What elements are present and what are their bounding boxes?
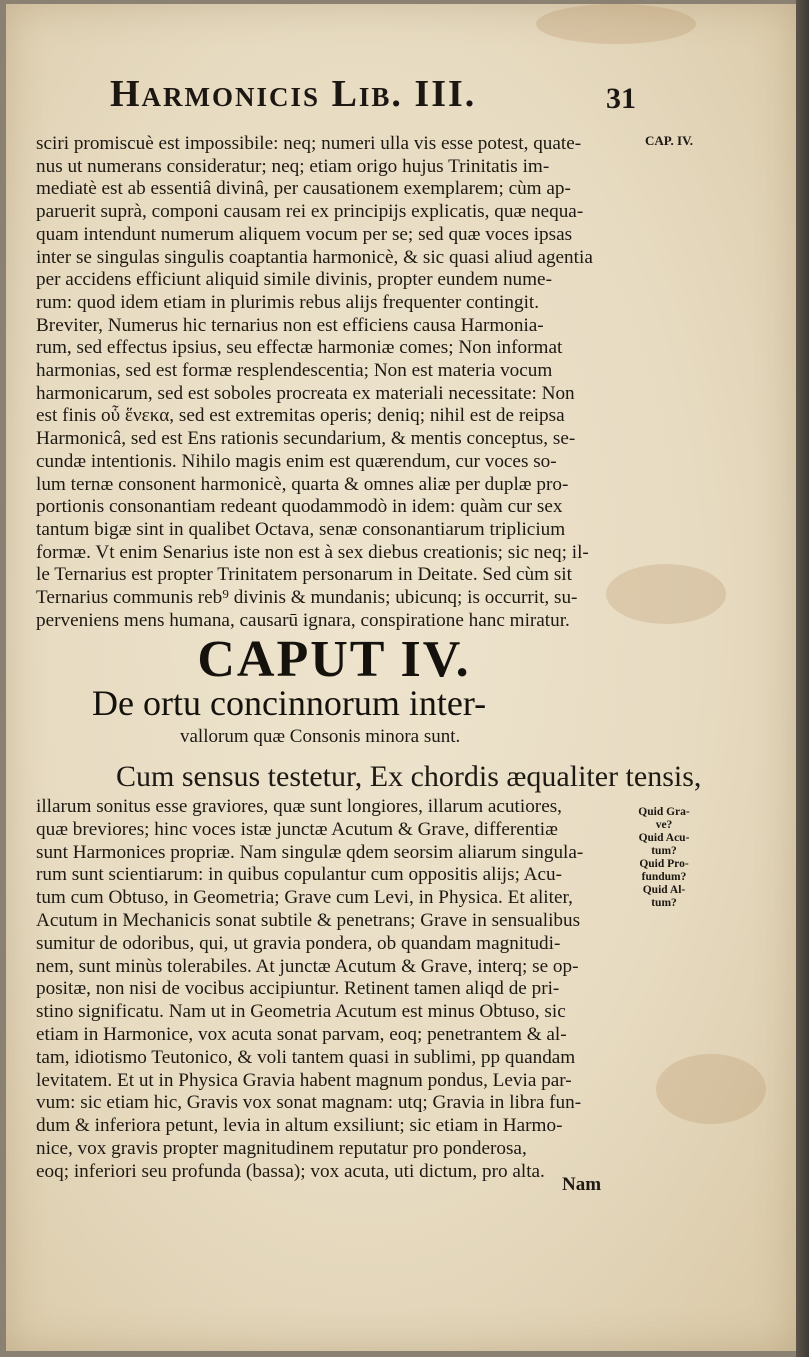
page-number: 31: [606, 82, 636, 115]
text-line: Cum sensus testetur, Ex chordis æqualiter tensis,: [116, 760, 702, 793]
text-line: Harmonicâ, sed est Ens rationis secundarium, & mentis conceptus, se-: [36, 428, 576, 450]
text-line: sunt Harmonices propriæ. Nam singulæ qdem seorsim aliarum singula-: [36, 841, 584, 863]
text-line: paruerit suprà, componi causam rei ex principijs explicatis, quæ nequa-: [36, 201, 584, 223]
text-line: rum: quod idem etiam in plurimis rebus alijs frequenter contingit.: [36, 291, 540, 313]
text-line: stino significatu. Nam ut in Geometria Acutum est minus Obtuso, sic: [36, 1001, 566, 1023]
text-line: formæ. Vt enim Senarius iste non est à sex diebus creationis; sic neq; il-: [36, 541, 589, 563]
text-line: quam intendunt numerum aliquem vocum per se; sed quæ voces ipsas: [36, 223, 573, 245]
text-line: nus ut numerans consideratur; neq; etiam origo hujus Trinitatis im-: [36, 155, 550, 177]
text-line: le Ternarius est propter Trinitatem personarum in Deitate. Sed cùm sit: [36, 564, 572, 586]
page-header: [110, 66, 710, 126]
text-line: est finis οὗ ἕνεκα, sed est extremitas operis; deniq; nihil est de reipsa: [36, 405, 565, 427]
catchword: Nam: [562, 1174, 602, 1195]
page-edge: [796, 0, 809, 1357]
text-line: dum & inferiora petunt, levia in altum exsiliunt; sic etiam in Harmo-: [36, 1115, 563, 1137]
text-line: inter se singulas singulis coaptantia harmonicè, & sic quasi aliud agentia: [36, 246, 593, 268]
text-line: rum, sed effectus ipsius, seu effectæ harmoniæ comes; Non informat: [36, 337, 563, 359]
paper-stain: [536, 4, 696, 44]
text-line: tum cum Obtuso, in Geometria; Grave cum Levi, in Physica. Et aliter,: [36, 887, 573, 909]
text-line: Ternarius communis reb⁹ divinis & mundanis; ubicunq; is occurrit, su-: [36, 587, 578, 609]
text-line: illarum sonitus esse graviores, quæ sunt longiores, illarum acutiores,: [36, 796, 562, 817]
text-line: sciri promiscuè est impossibile: neq; numeri ulla vis esse potest, quate-: [36, 133, 582, 154]
marginal-note: Quid Al-: [642, 884, 686, 896]
text-line: nem, sunt minùs tolerabiles. At junctæ Acutum & Grave, interq; se op-: [36, 955, 579, 977]
marginal-note: ve?: [655, 819, 673, 831]
running-title: Harmonicis Lib. III.: [110, 73, 477, 115]
marginal-note: Quid Pro-: [639, 858, 689, 870]
text-line: lum ternæ consonent harmonicè, quarta & omnes aliæ per duplæ pro-: [36, 473, 569, 495]
text-line: vum: sic etiam hic, Gravis vox sonat magnam: utq; Gravia in libra fun-: [36, 1092, 582, 1114]
text-line: Acutum in Mechanicis sonat subtile & penetrans; Grave in sensualibus: [36, 909, 581, 931]
text-line: harmonicarum, sed est soboles procreata ex materiali necessitate: Non: [36, 382, 575, 404]
marginal-note: Quid Acu-: [638, 832, 690, 844]
text-line: sumitur de odoribus, qui, ut gravia pondera, ob quandam magnitudi-: [36, 932, 561, 954]
text-line: harmonias, sed est formæ resplendescentia; Non est materia vocum: [36, 360, 553, 382]
text-line: per accidens efficiunt aliquid simile divinis, propter eundem nume-: [36, 269, 552, 291]
text-line: rum sunt scientiarum: in quibus copulantur cum oppositis alijs; Acu-: [36, 864, 562, 886]
chapter-subtitle-line1: De ortu concinnorum inter-: [92, 683, 487, 723]
text-line: eoq; inferiori seu profunda (bassa); vox acuta, uti dictum, pro alta.: [36, 1160, 545, 1182]
chapter-subtitle-line2: vallorum quæ Consonis minora sunt.: [180, 726, 461, 747]
text-line: tam, idiotismo Teutonico, & voli tantem quasi in sublimi, pp quandam: [36, 1046, 576, 1068]
chapter-mark: CAP. IV.: [645, 133, 694, 148]
text-line: positæ, non nisi de vocibus accipiuntur. Retinent tamen aliqd de pri-: [36, 978, 560, 1000]
text-line: Breviter, Numerus hic ternarius non est efficiens causa Harmonia-: [36, 314, 544, 336]
text-line: portionis consonantiam redeant quodammodò in idem: quàm cur sex: [36, 496, 563, 518]
marginal-note: tum?: [651, 897, 677, 909]
paper-stain: [656, 1054, 766, 1124]
text-line: etiam in Harmonice, vox acuta sonat parvam, eoq; penetrantem & al-: [36, 1023, 567, 1045]
text-line: levitatem. Et ut in Physica Gravia habent magnum pondus, Levia par-: [36, 1069, 572, 1091]
text-line: mediatè est ab essentiâ divinâ, per causationem exemplarem; cùm ap-: [36, 178, 571, 200]
marginal-notes: [620, 806, 708, 910]
text-line: nice, vox gravis propter magnitudinem reputatur pro ponderosa,: [36, 1137, 527, 1159]
marginal-note: fundum?: [641, 871, 687, 883]
marginal-note: Quid Gra-: [638, 806, 690, 818]
text-line: cundæ intentionis. Nihilo magis enim est quærendum, cur voces so-: [36, 450, 557, 472]
chapter-title: CAPUT IV.: [197, 631, 471, 688]
text-line: tantum bigæ sint in qualibet Octava, senæ consonantiarum triplicium: [36, 518, 566, 540]
text-line: quæ breviores; hinc voces istæ junctæ Acutum & Grave, differentiæ: [36, 818, 558, 840]
marginal-note: tum?: [651, 845, 677, 857]
text-line: perveniens mens humana, causarū ignara, conspiratione hanc miratur.: [36, 609, 570, 631]
body-text-upper: [36, 133, 632, 632]
